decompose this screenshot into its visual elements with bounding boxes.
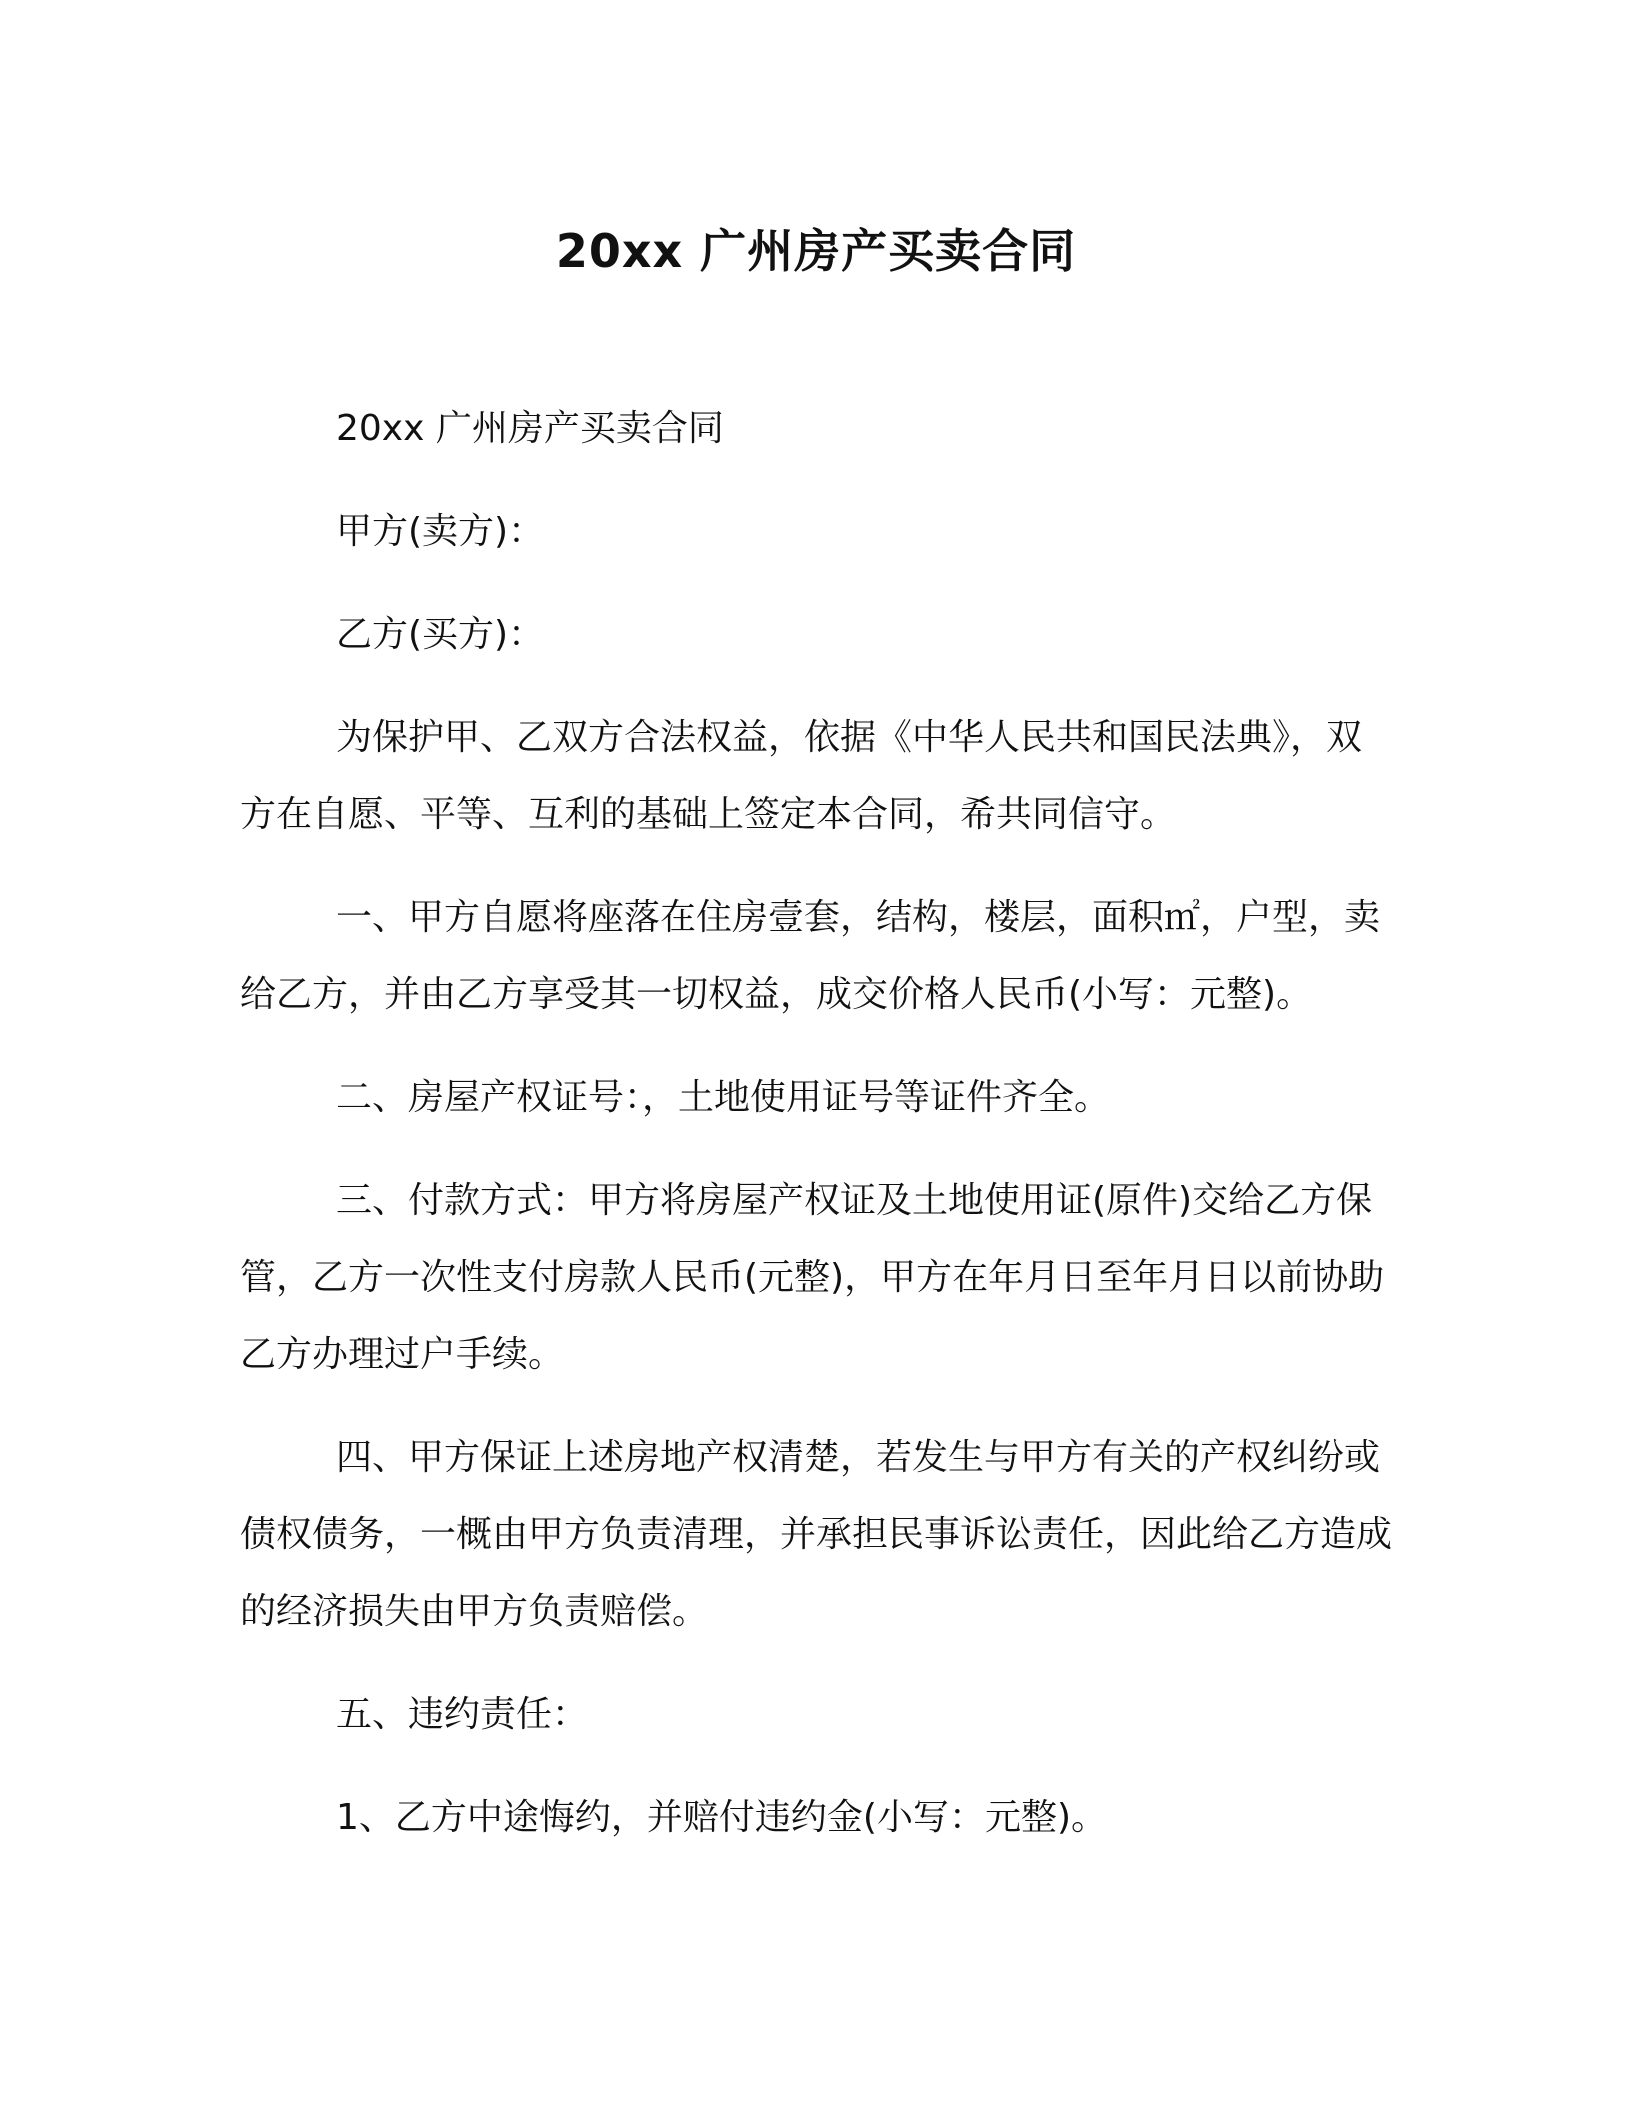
paragraph-clause-4: 四、甲方保证上述房地产权清楚，若发生与甲方有关的产权纠纷或债权债务，一概由甲方负责清理，并承担民事诉讼责任，因此给乙方造成的经济损失由甲方负责赔偿。 [240,1437,1393,1632]
document-body [240,390,1395,1882]
paragraph-clause-2: 二、房屋产权证号：，土地使用证号等证件齐全。 [336,1077,1111,1118]
paragraph-clause-5-1: 1、乙方中途悔约，并赔付违约金(小写：元整)。 [336,1797,1107,1838]
document-title: 20xx 广州房产买卖合同 [555,224,1077,278]
paragraph-party-b: 乙方(买方)： [336,614,545,655]
paragraph-clause-3: 三、付款方式：甲方将房屋产权证及土地使用证(原件)交给乙方保管，乙方一次性支付房款人民币(元整)，甲方在年月日至年月日以前协助乙方办理过户手续。 [240,1180,1385,1375]
paragraph-heading: 20xx 广州房产买卖合同 [336,408,724,449]
paragraph-clause-5: 五、违约责任： [336,1694,589,1735]
paragraph-party-a: 甲方(卖方)： [336,511,545,552]
paragraph-preamble: 为保护甲、乙双方合法权益，依据《中华人民共和国民法典》，双方在自愿、平等、互利的基础上签定本合同，希共同信守。 [240,717,1363,835]
paragraph-clause-1: 一、甲方自愿将座落在住房壹套，结构，楼层，面积㎡，户型，卖给乙方，并由乙方享受其一切权益，成交价格人民币(小写：元整)。 [240,897,1381,1015]
